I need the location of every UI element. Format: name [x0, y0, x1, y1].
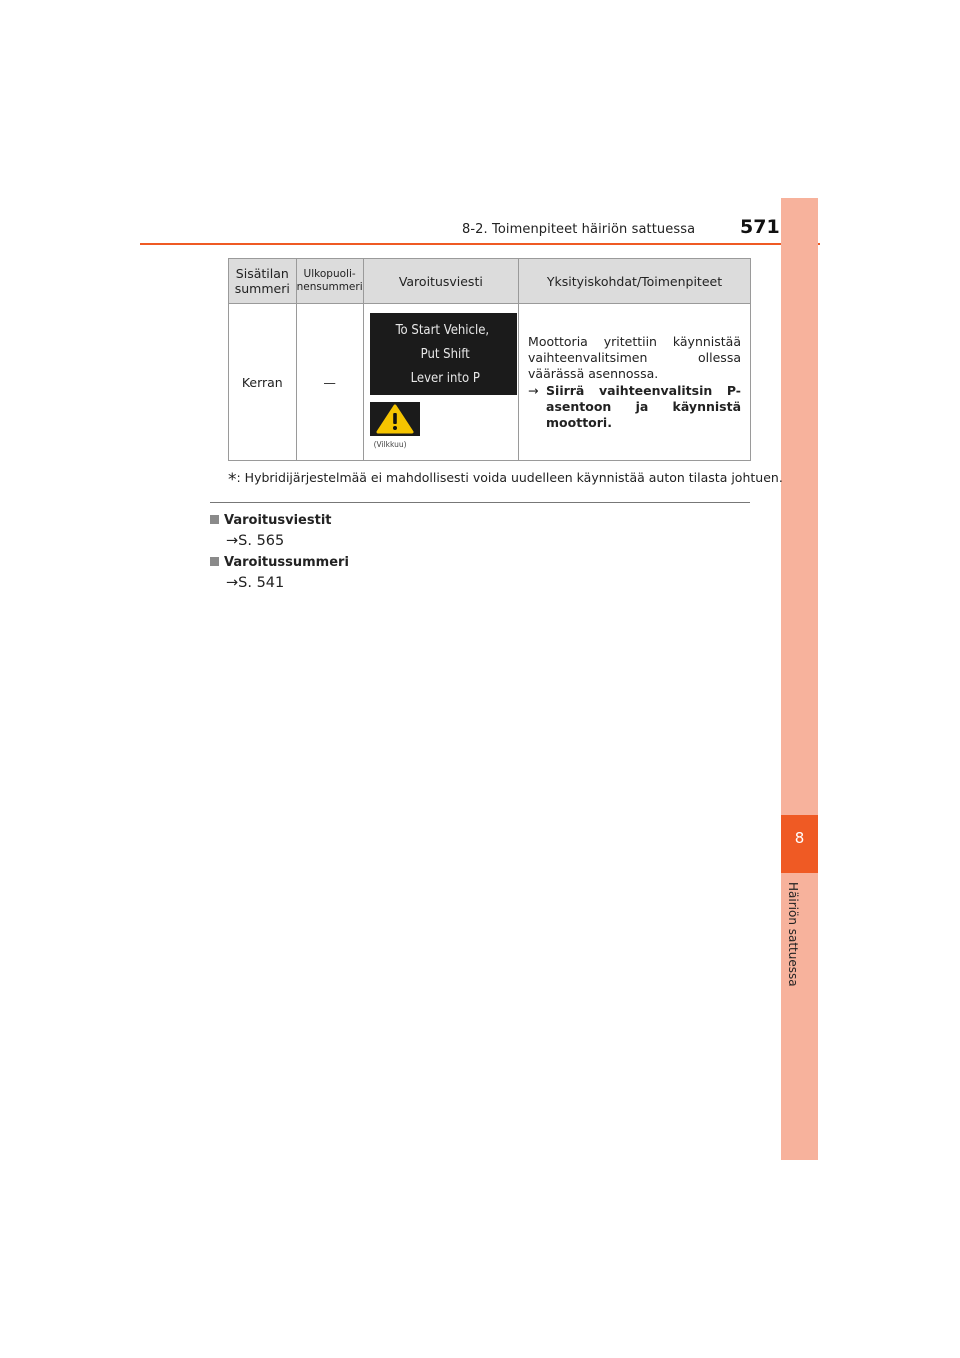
header-exterior-buzzer: Ulkopuoli- nensummeri	[296, 259, 363, 304]
header-rule	[140, 243, 820, 245]
page-reference-link[interactable]: →S. 565	[226, 533, 285, 549]
action-text: Siirrä vaihteenvalitsin P-asentoon ja käynnistä moottori.	[546, 382, 741, 430]
note-heading: Varoitussummeri	[210, 555, 349, 570]
section-title: 8-2. Toimenpiteet häiriön sattuessa	[462, 222, 696, 237]
display-line: Put Shift	[420, 347, 470, 362]
footnote	[228, 470, 783, 490]
display-screen-image	[370, 313, 517, 395]
master-warning-indicator	[370, 402, 420, 436]
square-bullet-icon	[210, 515, 219, 524]
chapter-side-strip	[781, 198, 818, 1160]
display-line: Lever into P	[410, 371, 480, 386]
header-interior-buzzer: Sisätilan summeri	[229, 259, 297, 304]
details-description: Moottoria yritettiin käynnistää vaihteenvalitsimen ollessa väärässä asennossa.	[528, 333, 741, 381]
footnote-text: : Hybridijärjestelmää ei mahdollisesti voida uudelleen käynnistää auton tilasta johtuen.	[236, 470, 783, 485]
chapter-number: 8	[794, 829, 805, 847]
header-warning-message: Varoitusviesti	[363, 259, 518, 304]
cell-interior-buzzer: Kerran	[229, 304, 297, 461]
header-details: Yksityiskohdat/Toimenpiteet	[519, 259, 751, 304]
warning-table	[228, 258, 751, 461]
arrow-icon: →	[528, 382, 539, 398]
divider	[210, 502, 750, 503]
chapter-label: Häiriön sattuessa	[786, 882, 800, 987]
table-row	[229, 304, 751, 461]
cell-exterior-buzzer: —	[296, 304, 363, 461]
cell-warning-message	[363, 304, 518, 461]
cell-details	[519, 304, 751, 461]
note-heading: Varoitusviestit	[210, 513, 332, 528]
page-number: 571	[740, 216, 780, 238]
display-line: To Start Vehicle,	[395, 323, 490, 338]
page-reference-link[interactable]: →S. 541	[226, 575, 285, 591]
details-action	[528, 383, 741, 431]
table-header-row	[229, 259, 751, 304]
square-bullet-icon	[210, 557, 219, 566]
footnote-marker: *	[228, 470, 237, 490]
warning-triangle-icon	[375, 404, 415, 434]
blink-note: (Vilkkuu)	[373, 440, 407, 449]
